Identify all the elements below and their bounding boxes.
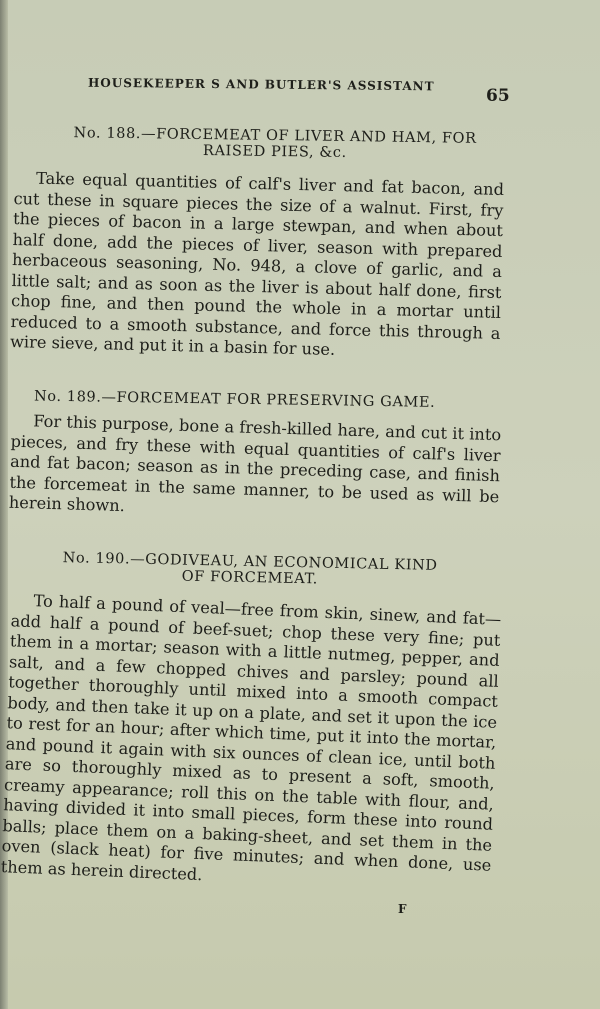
signature-mark: F bbox=[398, 902, 407, 916]
recipe-title-190-line2: OF FORCEMEAT. bbox=[181, 568, 319, 588]
recipe-body-189 bbox=[9, 411, 502, 528]
recipe-title-188-line1: No. 188.—FORCEMEAT OF LIVER AND HAM, FOR bbox=[73, 125, 477, 147]
page-number: 65 bbox=[486, 86, 510, 106]
recipe-title-189 bbox=[34, 389, 474, 412]
recipe-body-188 bbox=[10, 168, 504, 364]
recipe-paragraph: To half a pound of veal—free from skin, sinew, and fat—add half a pound of beef-suet; chop these very fine; put them in a mortar; season with a little nutmeg, pepper, and salt, and a few chopped chives and parsley; pound all together thoroughly until mixed into a smooth compact body, and then take it up on a plate, and set it upon the ice to rest for an hour; after which time, put it into the mortar, and pound it again with six ounces of clean ice, until both are so thoroughly mixed as to present a soft, smooth, creamy appearance; roll this on the table with flour, and, having divided it into small pieces, form these into round balls; place them on a baking-sheet, and set them in the oven (slack heat) for five minutes; and when done, use them as herein directed. bbox=[0, 591, 502, 884]
recipe-paragraph: For this purpose, bone a fresh-killed hare, and cut it into pieces, and fry these with equal quantities of calf's liver and fat bacon; season as in the preceding case, and finish the forcemeat in the same manner, to be used as will be herein shown. bbox=[8, 411, 502, 516]
recipe-title-188 bbox=[40, 125, 510, 164]
recipe-title-190 bbox=[40, 550, 461, 591]
recipe-body-190 bbox=[0, 590, 501, 896]
recipe-title-188-line2: RAISED PIES, &c. bbox=[202, 142, 347, 162]
recipe-title-190-line1: No. 190.—GODIVEAU, AN ECONOMICAL KIND bbox=[62, 550, 438, 574]
recipe-title-189-line1: No. 189.—FORCEMEAT FOR PRESERVING GAME. bbox=[33, 388, 436, 411]
recipe-paragraph: Take equal quantities of calf's liver and fat bacon, and cut these in square pieces the size of a walnut. First, fry the pieces of bacon in a large stewpan, and when about half done, add the pieces of liver, season with prepared herbaceous seasoning, No. 948, a clove of garlic, and a little salt; and as soon as the liver is about half done, first chop fine, and then pound the whole in a mortar until reduced to a smooth substance, and force this through a wire sieve, and put it in a basin for use. bbox=[9, 168, 505, 359]
running-title: HOUSEKEEPER S AND BUTLER'S ASSISTANT bbox=[87, 75, 435, 94]
